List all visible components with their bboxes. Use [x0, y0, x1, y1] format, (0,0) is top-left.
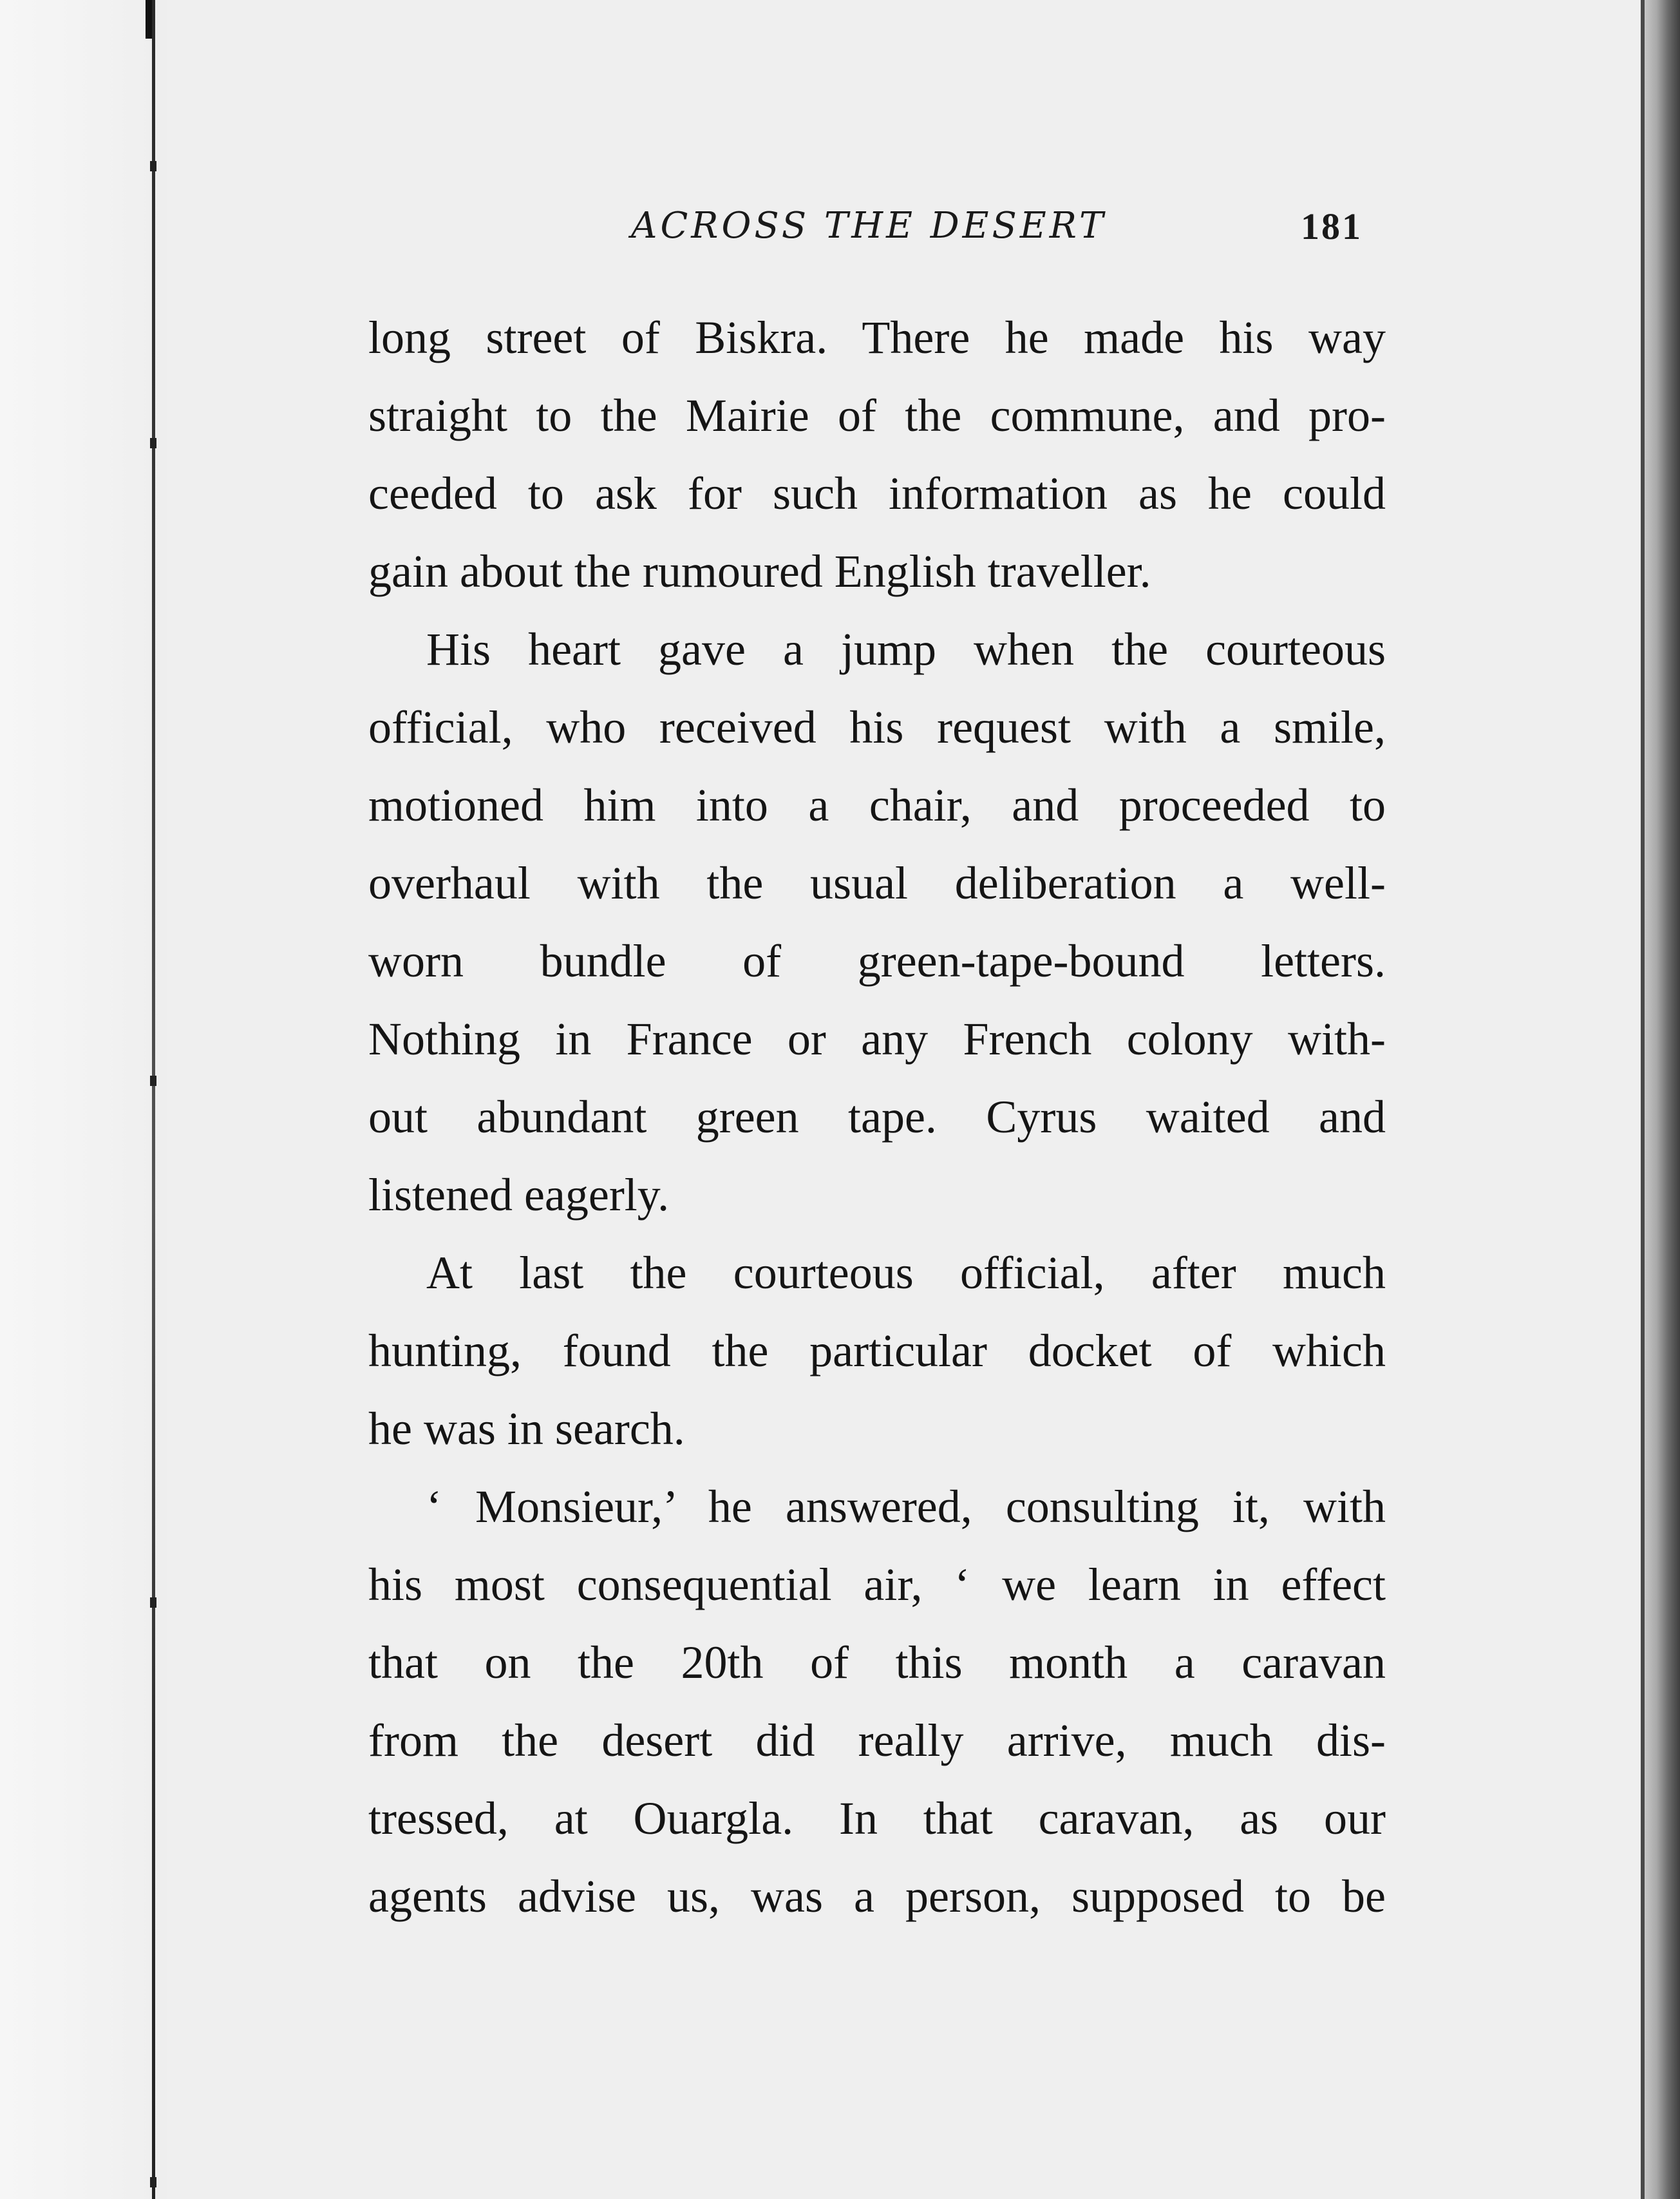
text-line: listened eagerly. — [368, 1169, 670, 1221]
text-line: gain about the rumoured English traveller. — [368, 546, 1151, 597]
text-line: motioned him into a chair, and proceeded to — [368, 779, 1386, 831]
text-line: hunting, found the particular docket of which — [368, 1325, 1386, 1376]
text-line: worn bundle of green-tape-bound letters. — [368, 935, 1386, 987]
text-line: At last the courteous official, after much — [426, 1247, 1386, 1299]
text-line: long street of Biskra. There he made his way — [368, 312, 1386, 363]
paragraph — [368, 1234, 1386, 1468]
page-number: 181 — [1301, 205, 1363, 247]
binding-gutter — [0, 0, 167, 2199]
text-line: ceeded to ask for such information as he could — [368, 468, 1386, 519]
paragraph — [368, 611, 1386, 1234]
text-line: tressed, at Ouargla. In that caravan, as our — [368, 1793, 1386, 1844]
text-line: out abundant green tape. Cyrus waited and — [368, 1091, 1386, 1143]
text-line: Nothing in France or any French colony with- — [368, 1013, 1386, 1065]
page-right-edge-line — [1641, 0, 1645, 2199]
paragraph — [368, 1468, 1386, 1936]
binding-mark — [150, 1076, 156, 1086]
binding-mark — [150, 1597, 156, 1608]
binding-mark — [150, 161, 156, 171]
text-line: he was in search. — [368, 1403, 685, 1454]
text-line: from the desert did really arrive, much dis- — [368, 1715, 1386, 1766]
running-title: ACROSS THE DESERT — [631, 205, 1107, 247]
running-header — [0, 205, 1680, 256]
binding-edge-line — [152, 0, 155, 2199]
text-line: agents advise us, was a person, supposed to be — [368, 1871, 1386, 1922]
paragraph — [368, 299, 1386, 611]
text-line: ‘ Monsieur,’ he answered, consulting it, with — [426, 1481, 1386, 1532]
text-line: His heart gave a jump when the courteous — [426, 624, 1386, 675]
binding-mark — [150, 2177, 156, 2187]
text-line: official, who received his request with a smile, — [368, 701, 1386, 753]
binding-mark — [150, 438, 156, 448]
body-text — [368, 299, 1386, 1936]
text-line: his most consequential air, ‘ we learn in effect — [368, 1559, 1386, 1610]
page-right-edge — [1641, 0, 1680, 2199]
text-line: overhaul with the usual deliberation a well- — [368, 857, 1386, 909]
text-line: that on the 20th of this month a caravan — [368, 1637, 1386, 1688]
text-line: straight to the Mairie of the commune, and pro- — [368, 390, 1386, 441]
